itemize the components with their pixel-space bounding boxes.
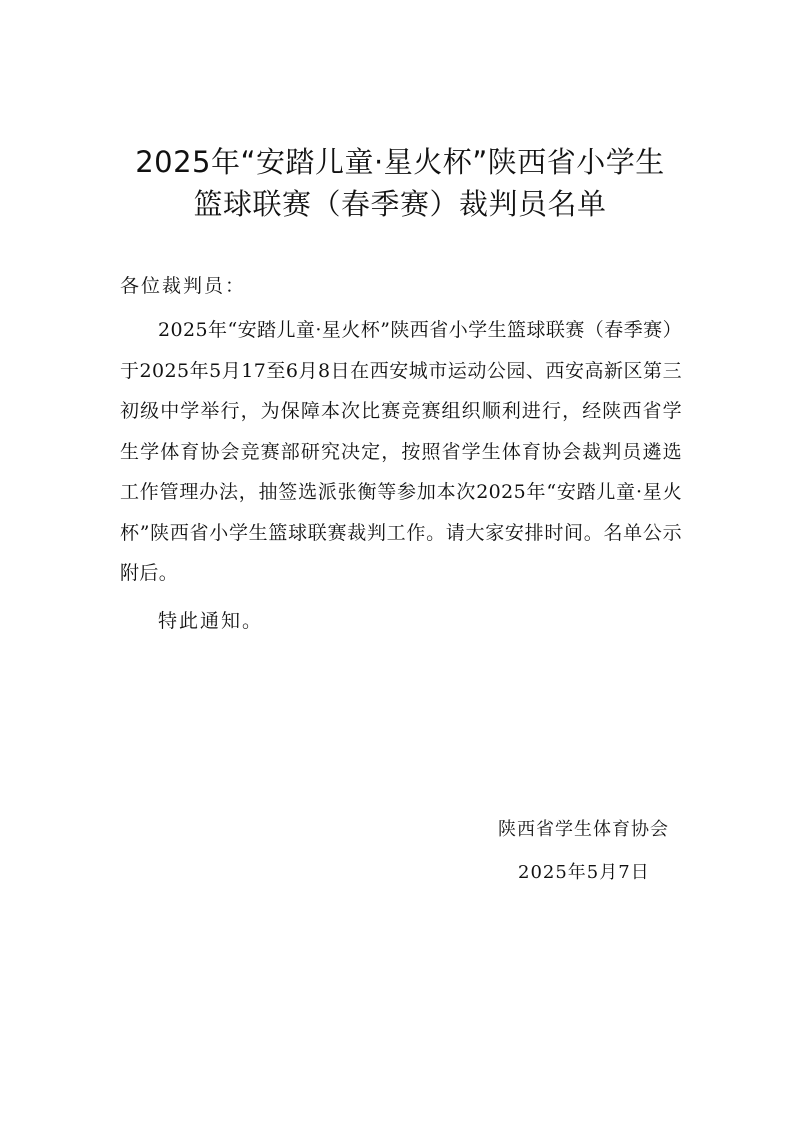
document-title-line-1: 2025年“安踏儿童·星火杯”陕西省小学生 [135, 145, 665, 179]
document-title-line-2: 篮球联赛（春季赛）裁判员名单 [193, 187, 607, 221]
closing-line: 特此通知。 [158, 610, 264, 632]
signature-date: 2025年5月7日 [518, 862, 650, 883]
salutation: 各位裁判员： [120, 275, 247, 297]
signature-organization: 陕西省学生体育协会 [498, 819, 669, 840]
body-paragraph: 2025年“安踏儿童·星火杯”陕西省小学生篮球联赛（春季赛）于2025年5月17至6月8日在西安城市运动公园、西安高新区第三初级中学举行，为保障本次比赛竞赛组织顺利进行，经陕西省学生学体育协会竞赛部研究决定，按照省学生体育协会裁判员遴选工作管理办法，抽签选派张衡等参加本次2025年“安踏儿童·星火杯”陕西省小学生篮球联赛裁判工作。请大家安排时间。名单公示附后。 [120, 319, 682, 584]
